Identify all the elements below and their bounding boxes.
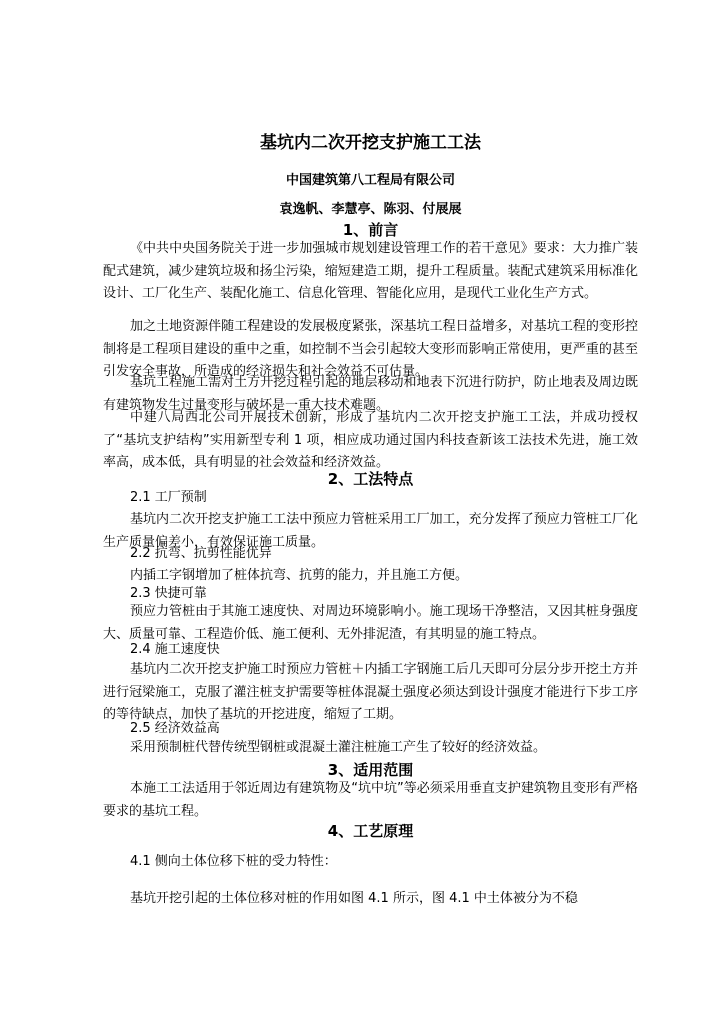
section-2-4-title: 2.4 施工速度快: [130, 642, 220, 657]
section-2-4-text: 基坑内二次开挖支护施工时预应力管桩＋内插工字钢施工后几天即可分层分步开挖土方并进行冠梁施工，克服了灌注桩支护需要等桩体混凝土强度必须达到设计强度才能进行下步工序的等待缺点，加快了基坑的开挖进度，缩短了工期。: [103, 662, 638, 722]
document-title: 基坑内二次开挖支护施工工法: [260, 133, 481, 153]
section-2-2-text: 内插工字钢增加了桩体抗弯、抗剪的能力，并且施工方便。: [130, 568, 469, 583]
section-2-5-text: 采用预制桩代替传统型钢桩或混凝土灌注桩施工产生了较好的经济效益。: [130, 740, 547, 755]
section-2-5-title: 2.5 经济效益高: [130, 721, 220, 736]
section-2-3-title: 2.3 快捷可靠: [130, 586, 207, 601]
section-1-paragraph-2: 加之土地资源伴随工程建设的发展极度紧张，深基坑工程日益增多，对基坑工程的变形控制将是工程项目建设的重中之重，如控制不当会引起较大变形而影响正常使用，更严重的甚至引发安全事故，所造成的经济损失和社会效益不可估量。: [103, 319, 638, 379]
section-2-2-title: 2.2 抗弯、抗剪性能优异: [130, 546, 272, 561]
section-2-1-title: 2.1 工厂预制: [130, 490, 207, 505]
authors: 袁逸帆、李慧亭、陈羽、付展展: [279, 202, 462, 217]
section-1-paragraph-4: 中建八局西北公司开展技术创新，形成了基坑内二次开挖支护施工工法，并成功授权了“基坑支护结构”实用新型专利 1 项，相应成功通过国内科技查新该工法技术先进，施工效率高，成本低，具有明显的社会效益和经济效益。: [103, 410, 638, 470]
section-3-heading: 3、适用范围: [327, 761, 414, 779]
section-4-1-title: 4.1 侧向土体位移下桩的受力特性：: [130, 854, 337, 869]
section-1-paragraph-1: 《中共中央国务院关于进一步加强城市规划建设管理工作的若干意见》要求：大力推广装配式建筑，减少建筑垃圾和扬尘污染，缩短建造工期，提升工程质量。装配式建筑采用标准化设计、工厂化生产、装配化施工、信息化管理、智能化应用，是现代工业化生产方式。: [103, 241, 638, 301]
section-2-heading: 2、工法特点: [327, 470, 414, 488]
section-1-paragraph-3: 基坑工程施工需对土方开挖过程引起的地层移动和地表下沉进行防护，防止地表及周边既有建筑物发生过量变形与破坏是一重大技术难题。: [103, 375, 638, 413]
section-3-text: 本施工工法适用于邻近周边有建筑物及“坑中坑”等必须采用垂直支护建筑物且变形有严格要求的基坑工程。: [103, 781, 638, 819]
organization: 中国建筑第八工程局有限公司: [285, 173, 455, 188]
section-2-3-text: 预应力管桩由于其施工速度快、对周边环境影响小。施工现场干净整洁，又因其桩身强度大、质量可靠、工程造价低、施工便利、无外排泥渣，有其明显的施工特点。: [103, 604, 638, 642]
section-1-heading: 1、前言: [342, 221, 399, 239]
section-4-text: 基坑开挖引起的土体位移对桩的作用如图 4.1 所示，图 4.1 中土体被分为不稳: [130, 891, 578, 906]
section-2-1-text: 基坑内二次开挖支护施工工法中预应力管桩采用工厂加工，充分发挥了预应力管桩工厂化生产质量偏差小，有效保证施工质量。: [103, 512, 638, 550]
section-4-heading: 4、工艺原理: [327, 822, 414, 840]
